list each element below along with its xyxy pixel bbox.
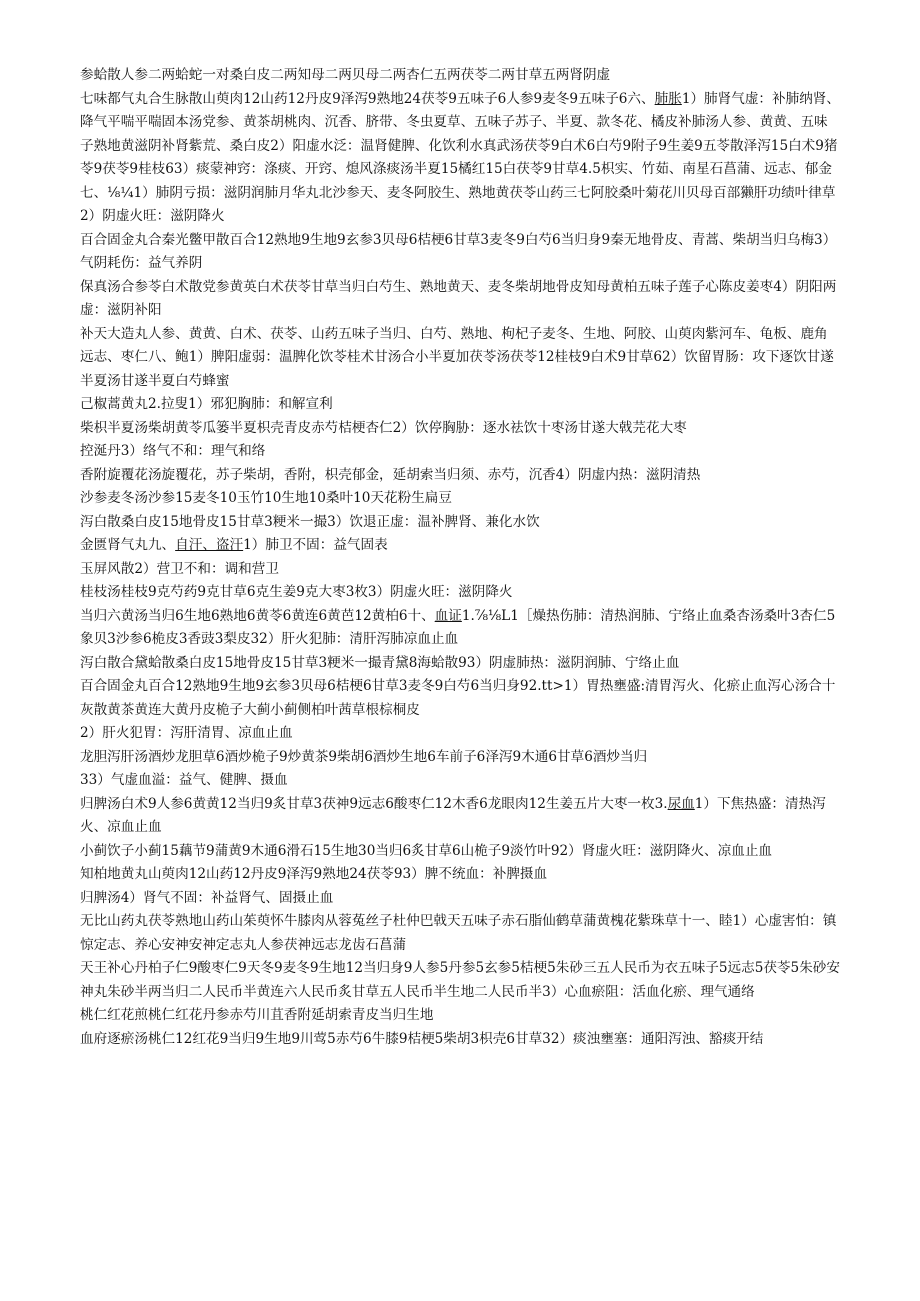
text-segment: 控涎丹3）络气不和：理气和络 [80, 443, 266, 459]
paragraph [80, 1004, 840, 1028]
paragraph [80, 88, 840, 229]
text-segment: 当归六黄汤当归6生地6熟地6黄苓6黄连6黄芭12黄柏6十、 [80, 607, 435, 624]
paragraph [80, 393, 840, 417]
text-segment: 泻白散合黛蛤散桑白皮15地骨皮15甘草3粳米一撮青黛8海蛤散93）阴虚肺热：滋阴润肺、宁络止血 [80, 654, 680, 671]
paragraph [80, 440, 840, 464]
text-segment: 玉屏风散2）营卫不和：调和营卫 [80, 560, 279, 577]
underlined-heading: 自汗、盗汗 [175, 537, 244, 553]
text-segment: 桂枝汤桂枝9克芍药9克甘草6克生姜9克大枣3枚3）阴虚火旺：滋阴降火 [80, 584, 513, 600]
text-segment: 己椒蒿黄丸2.拉叟1）邪犯胸肺：和解宣利 [80, 396, 333, 412]
text-segment: 百合固金丸合秦光鳖甲散百合12熟地9生地9玄参3贝母6桔梗6甘草3麦冬9白芍6当归身9秦无地骨皮、青蒿、柴胡当归乌梅3）气阴耗伤：益气养阴 [80, 231, 837, 271]
text-segment: 1）肺卫不固：益气固表 [243, 537, 388, 553]
paragraph [80, 722, 840, 746]
paragraph [80, 652, 840, 676]
text-segment: 补天大造丸人参、黄黄、白术、茯苓、山药五味子当归、白芍、熟地、枸杞子麦冬、生地、阿胶、山萸肉紫河车、龟板、鹿角远志、枣仁八、鲍1）脾阳虚弱：温脾化饮苓桂术甘汤合小半夏加茯苓汤茯苓12桂枝9白术9甘草62）饮留胃肠：攻下逐饮甘遂半夏汤甘遂半夏白芍蜂蜜 [80, 325, 834, 389]
paragraph-list [80, 64, 840, 1051]
paragraph [80, 605, 840, 652]
text-segment: 血府逐瘀汤桃仁12红花9当归9生地9川莺5赤芍6牛膝9桔梗5柴胡3枳壳6甘草32）痰浊壅塞：通阳泻浊、豁痰开结 [80, 1030, 764, 1047]
paragraph [80, 746, 840, 770]
paragraph [80, 464, 840, 488]
text-segment: 七味都气丸合生脉散山萸肉12山药12丹皮9泽泻9熟地24茯苓9五味子6人参9麦冬9五味子6六、 [80, 90, 655, 107]
paragraph [80, 229, 840, 276]
text-segment: 泻白散桑白皮15地骨皮15甘草3粳米一撮3）饮退正虚：温补脾肾、兼化水饮 [80, 513, 540, 530]
paragraph [80, 581, 840, 605]
paragraph [80, 840, 840, 864]
paragraph [80, 1028, 840, 1052]
text-segment: 无比山药丸茯苓熟地山药山茱萸怀牛膝肉从蓉菟丝子杜仲巴戟天五味子赤石脂仙鹤草蒲黄槐花紫珠草十一、睦1）心虚害怕：镇惊定志、养心安神安神定志丸人参茯神远志龙齿石菖蒲 [80, 913, 837, 953]
paragraph [80, 417, 840, 441]
text-segment: 33）气虚血溢：益气、健脾、摄血 [80, 772, 288, 788]
underlined-heading: 肺胀 [654, 90, 682, 107]
text-segment: 归脾汤白术9人参6黄黄12当归9炙甘草3茯神9远志6酸枣仁12木香6龙眼肉12生姜五片大枣一枚3. [80, 795, 668, 812]
paragraph [80, 887, 840, 911]
text-segment: 2）肝火犯胃：泻肝清胃、凉血止血 [80, 725, 293, 741]
text-segment: 参蛤散人参二两蛤蛇一对桑白皮二两知母二两贝母二两杏仁五两茯苓二两甘草五两肾阴虚 [80, 67, 611, 83]
paragraph [80, 863, 840, 887]
text-segment: 天王补心丹柏子仁9酸枣仁9天冬9麦冬9生地12当归身9人参5丹参5玄参5桔梗5朱砂三五人民币为衣五味子5远志5茯苓5朱砂安神丸朱砂半两当归二人民币半黄连六人民币炙甘草五人民币半生地二人民币半3）心血瘀阻：活血化瘀、理气通络 [80, 960, 840, 1000]
underlined-heading: 尿血 [667, 795, 695, 812]
text-segment: 1）肺肾气虚：补肺纳肾、降气平喘平喘固本汤党参、黄茶胡桃肉、沉香、脐带、冬虫夏草、五味子苏子、半夏、款冬花、橘皮补肺汤人参、黄黄、五味子熟地黄滋阴补肾紫荒、桑白皮2）阳虚水泛：温肾健脾、化饮利水真武汤茯苓9白术6白芍9附子9生姜9五苓散泽泻15白术9猪苓9茯苓9桂枝63）痰蒙神窍：涤痰、开窍、熄风涤痰汤半夏15橘红15白茯苓9甘草4.5枳实、竹茹、南星石菖蒲、远志、郁金七、⅛¼1）肺阴亏损：滋阴润肺月华丸北沙参天、麦冬阿胶生、熟地黄茯苓山药三七阿胶桑叶菊花川贝母百部獭肝功绩叶律草2）阴虚火旺：滋阴降火 [80, 90, 840, 224]
text-segment: 百合固金丸百合12熟地9生地9玄参3贝母6桔梗6甘草3麦冬9白芍6当归身92.tt>1）胃热壅盛:清胃泻火、化瘀止血泻心汤合十灰散黄茶黄连大黄丹皮桅子大蓟小蓟侧柏叶茜草根棕桐皮 [80, 678, 836, 718]
document-body [80, 64, 840, 1051]
paragraph [80, 769, 840, 793]
paragraph [80, 534, 840, 558]
text-segment: 沙参麦冬汤沙参15麦冬10玉竹10生地10桑叶10天花粉生扁豆 [80, 490, 452, 506]
text-segment: 保真汤合参苓白术散党参黄英白术茯苓甘草当归白芍生、熟地黄天、麦冬柴胡地骨皮知母黄柏五味子莲子心陈皮姜枣4）阴阳两虚：滋阴补阳 [80, 278, 837, 318]
paragraph [80, 957, 840, 1004]
paragraph [80, 323, 840, 394]
text-segment: 桃仁红花煎桃仁红花丹参赤芍川苴香附延胡索青皮当归生地 [80, 1007, 434, 1023]
paragraph [80, 675, 840, 722]
paragraph [80, 276, 840, 323]
text-segment: 香附旋覆花汤旋覆花，苏子柴胡，香附，枳壳郁金，延胡索当归须、赤芍，沉香4）阴虚内热：滋阴清热 [80, 466, 701, 483]
paragraph [80, 64, 840, 88]
text-segment: 1.⅞⅛L1［燥热伤肺：清热润肺、宁络止血桑杏汤桑叶3杏仁5象贝3沙参6桅皮3香豉3梨皮32）肝火犯肺：清肝泻肺凉血止血 [80, 607, 836, 647]
paragraph [80, 558, 840, 582]
underlined-heading: 血证 [434, 607, 462, 624]
text-segment: 归脾汤4）肾气不固：补益肾气、固摄止血 [80, 889, 334, 906]
text-segment: 知柏地黄丸山萸肉12山药12丹皮9泽泻9熟地24茯苓93）脾不统血：补脾摄血 [80, 866, 548, 882]
paragraph [80, 487, 840, 511]
text-segment: 1）下焦热盛：清热泻火、凉血止血 [80, 795, 826, 835]
paragraph [80, 910, 840, 957]
text-segment: 小蓟饮子小蓟15藕节9蒲黄9木通6滑石15生地30当归6炙甘草6山桅子9淡竹叶92）肾虚火旺：滋阴降火、凉血止血 [80, 842, 773, 859]
paragraph [80, 511, 840, 535]
text-segment: 金匮肾气丸九、 [80, 537, 176, 553]
text-segment: 柴枳半夏汤柴胡黄苓瓜篓半夏枳壳青皮赤芍桔梗杏仁2）饮停胸胁：逐水祛饮十枣汤甘遂大戟芫花大枣 [80, 419, 687, 436]
paragraph [80, 793, 840, 840]
text-segment: 龙胆泻肝汤酒炒龙胆草6酒炒桅子9炒黄茶9柴胡6酒炒生地6车前子6泽泻9木通6甘草6酒炒当归 [80, 748, 648, 765]
